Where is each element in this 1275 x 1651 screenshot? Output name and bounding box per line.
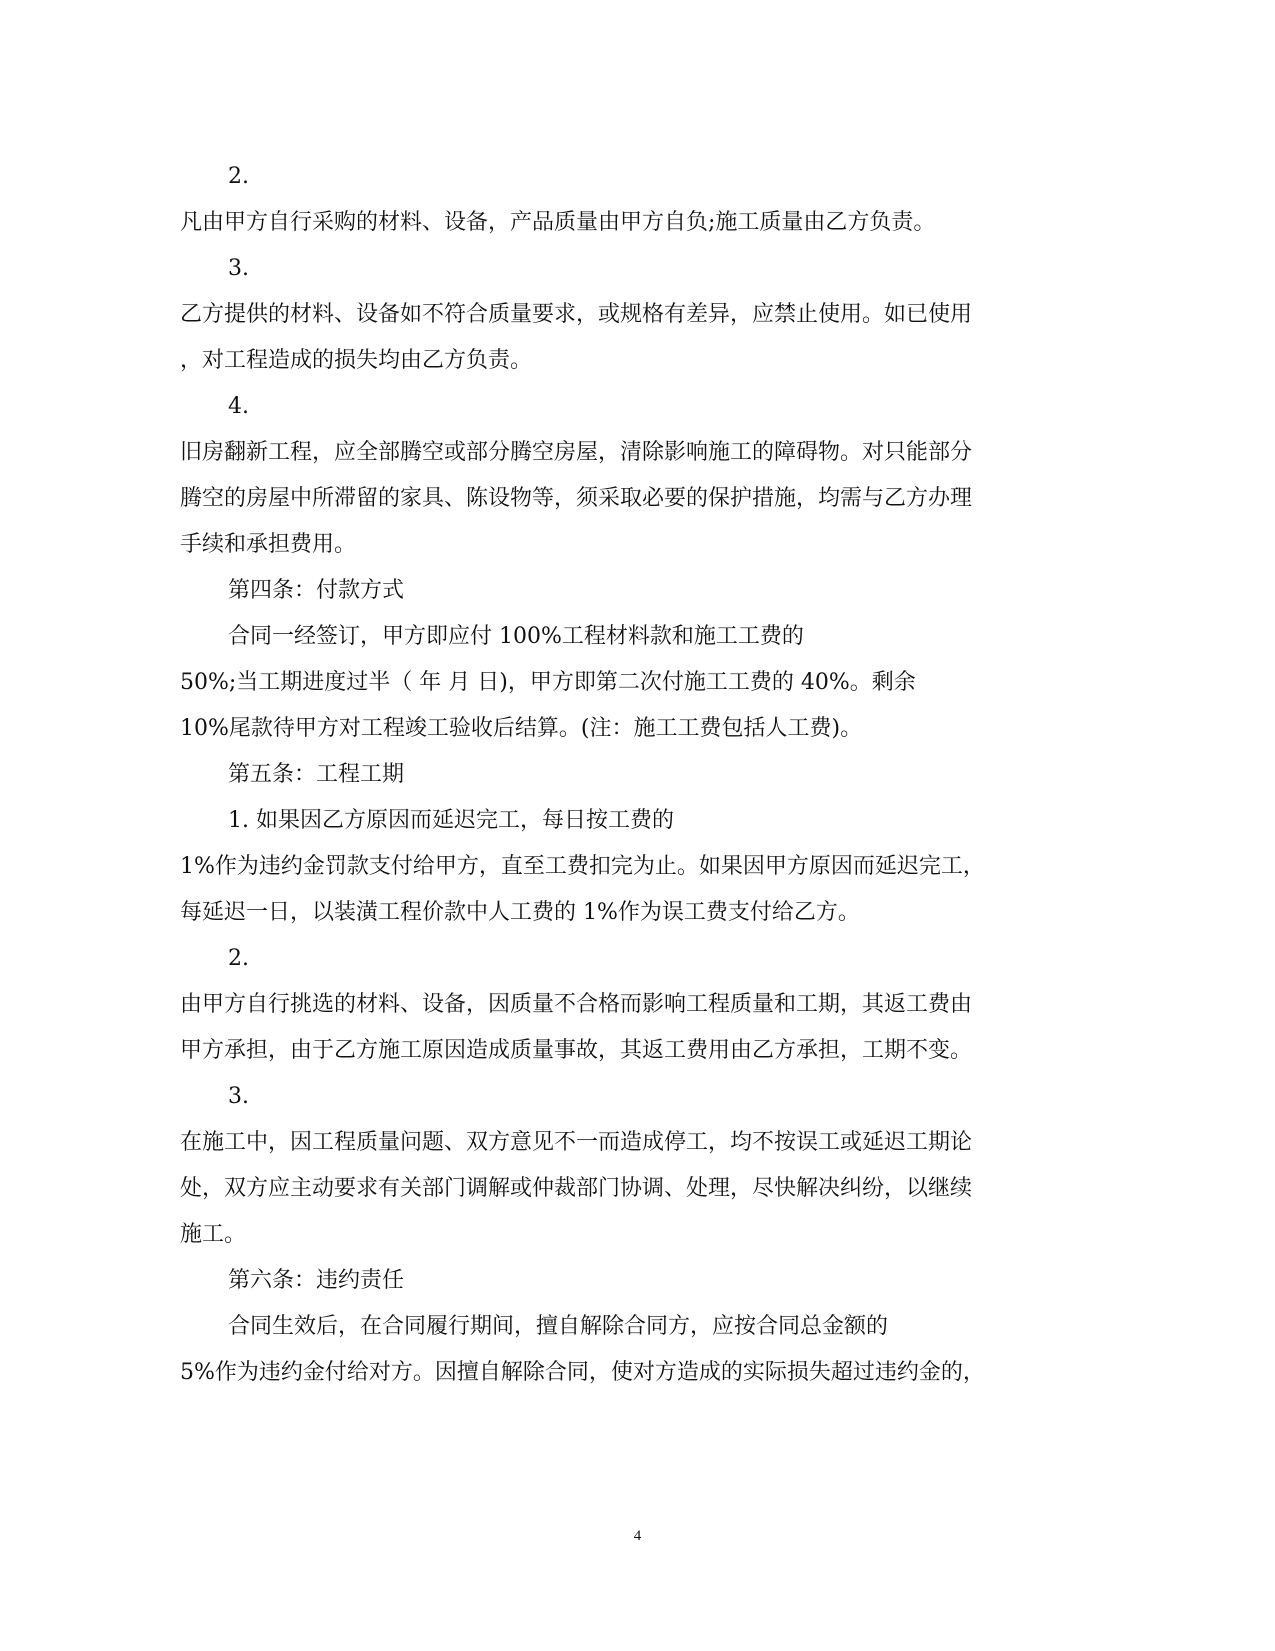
body-line: 施工。 <box>180 1222 247 1247</box>
body-line: 甲方承担，由于乙方施工原因造成质量事故，其返工费用由乙方承担，工期不变。 <box>180 1038 973 1063</box>
body-line: 由甲方自行挑选的材料、设备，因质量不合格而影响工程质量和工期，其返工费由 <box>180 992 973 1017</box>
body-line: 手续和承担费用。 <box>180 532 357 557</box>
body-line: 5%作为违约金付给对方。因擅自解除合同，使对方造成的实际损失超过违约金的， <box>180 1360 985 1385</box>
body-line: 腾空的房屋中所滞留的家具、陈设物等，须采取必要的保护措施，均需与乙方办理 <box>180 486 973 511</box>
page-number: 4 <box>633 1528 642 1544</box>
body-line: 50%;当工期进度过半（ 年 月 日)，甲方即第二次付施工工费的 40%。剩余 <box>180 670 916 695</box>
body-line: 合同一经签订，甲方即应付 100%工程材料款和施工工费的 <box>228 624 804 649</box>
body-line: 在施工中，因工程质量问题、双方意见不一而造成停工，均不按误工或延迟工期论 <box>180 1130 973 1155</box>
body-line: 凡由甲方自行采购的材料、设备，产品质量由甲方自负;施工质量由乙方负责。 <box>180 210 936 235</box>
clause-number: 3. <box>228 256 249 281</box>
body-line: 合同生效后，在合同履行期间，擅自解除合同方，应按合同总金额的 <box>228 1314 889 1339</box>
clause-number: 3. <box>228 1084 249 1109</box>
body-line: 1. 如果因乙方原因而延迟完工，每日按工费的 <box>228 808 674 833</box>
body-line: 1%作为违约金罚款支付给甲方，直至工费扣完为止。如果因甲方原因而延迟完工， <box>180 854 985 879</box>
body-line: 乙方提供的材料、设备如不符合质量要求，或规格有差异，应禁止使用。如已使用 <box>180 302 973 327</box>
section-heading: 第六条：违约责任 <box>228 1268 405 1293</box>
body-line: 每延迟一日，以装潢工程价款中人工费的 1%作为误工费支付给乙方。 <box>180 900 860 925</box>
body-line: 处，双方应主动要求有关部门调解或仲裁部门协调、处理，尽快解决纠纷，以继续 <box>180 1176 973 1201</box>
clause-number: 2. <box>228 164 249 189</box>
section-heading: 第四条：付款方式 <box>228 578 405 603</box>
section-heading: 第五条：工程工期 <box>228 762 405 787</box>
body-line: 10%尾款待甲方对工程竣工验收后结算。(注：施工工费包括人工费)。 <box>180 716 863 741</box>
body-line: 旧房翻新工程，应全部腾空或部分腾空房屋，清除影响施工的障碍物。对只能部分 <box>180 440 973 465</box>
clause-number: 2. <box>228 946 249 971</box>
clause-number: 4. <box>228 394 249 419</box>
body-line: ，对工程造成的损失均由乙方负责。 <box>180 348 533 373</box>
